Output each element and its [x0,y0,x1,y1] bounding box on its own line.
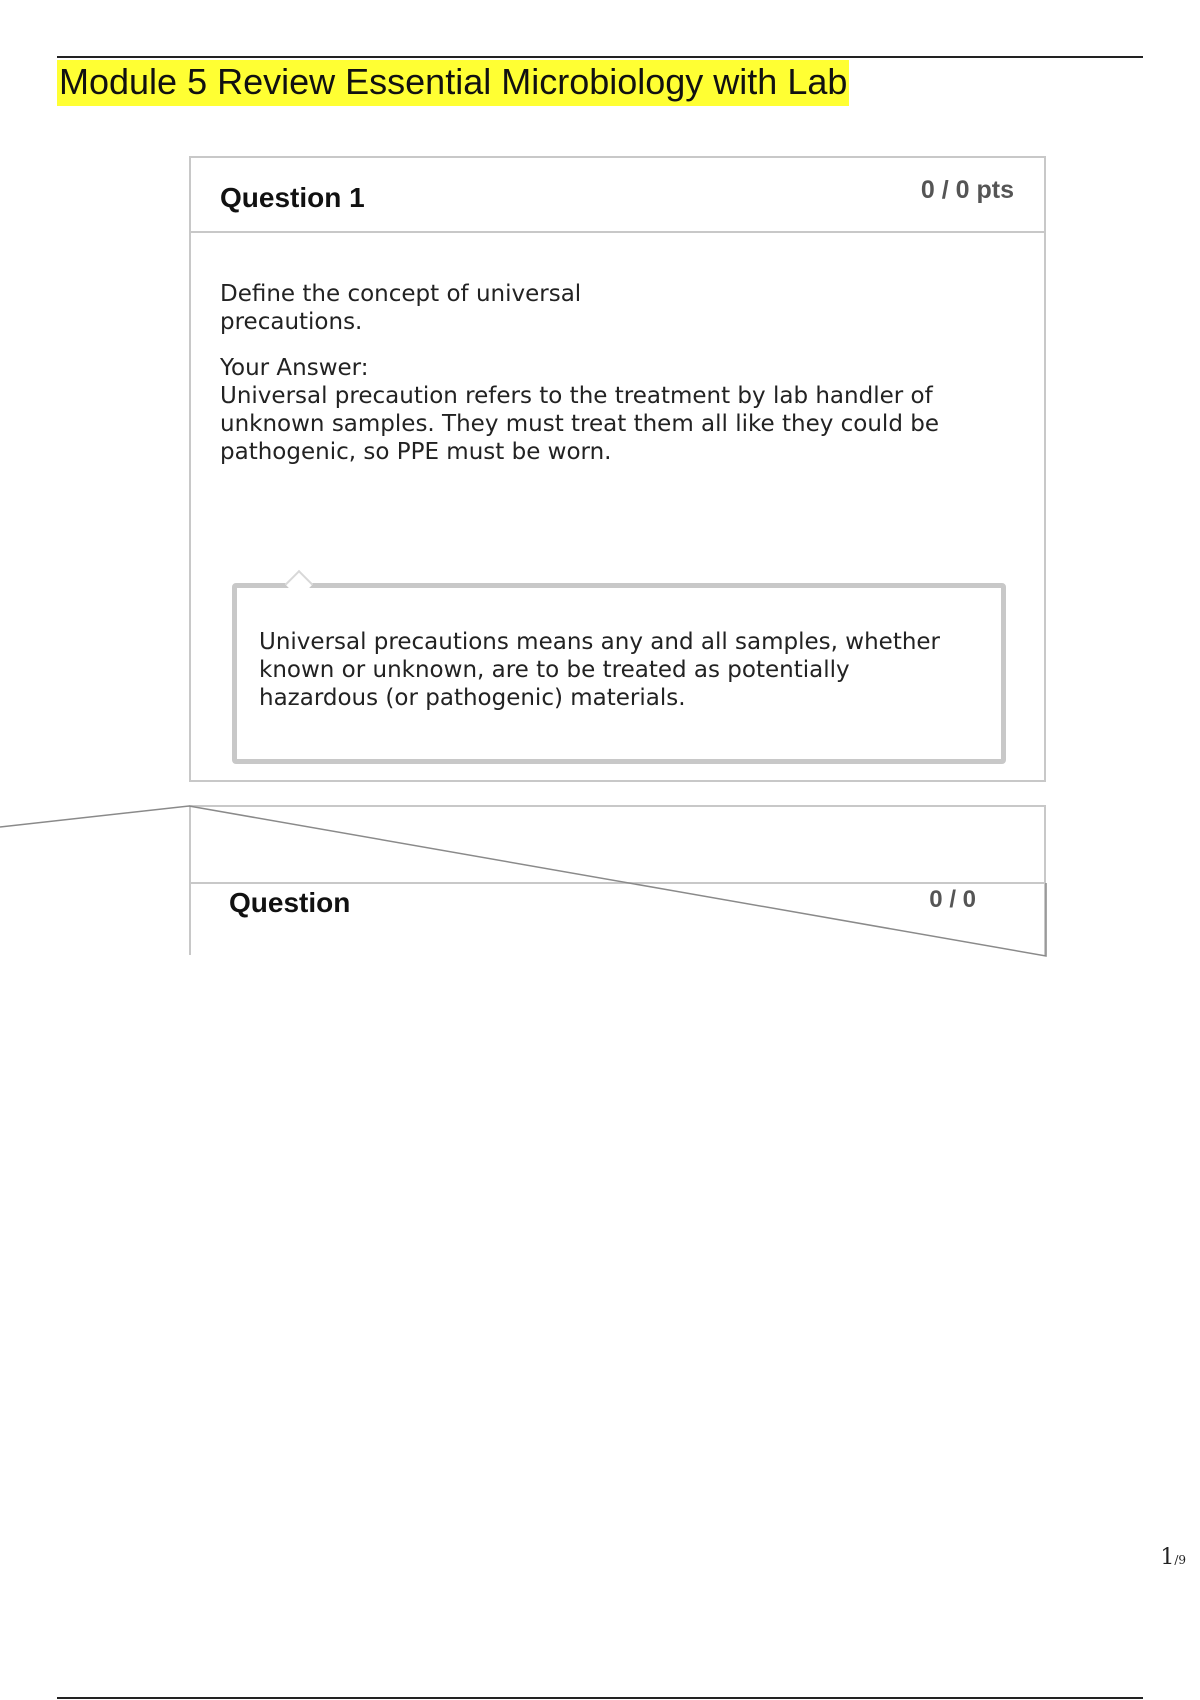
document-title: Module 5 Review Essential Microbiology with Lab [57,60,849,106]
top-rule [57,56,1143,58]
callout-pointer [285,570,313,598]
question-title: Question 1 [220,182,365,213]
your-answer-text: Universal precaution refers to the treatment by lab handler of unknown samples. They must treat them all like they could be pathogenic, so PPE must be worn. [220,383,939,465]
tear-line [0,806,1046,956]
fragment-question-points: 0 / 0 [929,886,976,913]
correct-answer-box [232,583,1006,764]
torn-page-edge [0,790,1200,970]
page-number [1160,1545,1186,1570]
bottom-rule [57,1697,1143,1699]
correct-answer-text: Universal precautions means any and all samples, whether known or unknown, are to be treated as potentially hazardous (or pathogenic) materials. [259,629,941,711]
page-total: /9 [1174,1553,1186,1567]
fragment-question-title: Question [229,887,351,918]
question-points: 0 / 0 pts [920,176,1014,204]
question-header [191,158,1044,233]
page-current: 1 [1160,1545,1175,1570]
question-prompt: Define the concept of universal precautions. [220,281,582,335]
your-answer-label: Your Answer: [220,355,369,381]
question-card-1 [189,156,1046,782]
